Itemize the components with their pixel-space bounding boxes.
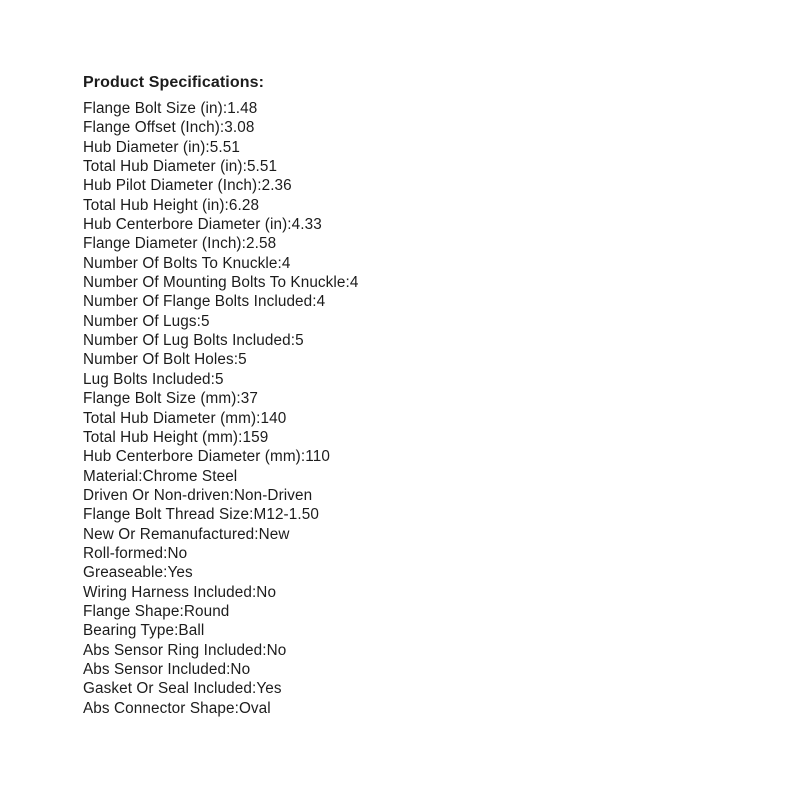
spec-separator: : <box>179 602 184 620</box>
spec-value: 5 <box>200 312 210 330</box>
spec-label: Gasket Or Seal Included <box>83 680 252 698</box>
spec-separator: : <box>222 100 228 117</box>
spec-label: Hub Diameter (in) <box>83 138 206 156</box>
spec-line <box>83 563 359 582</box>
spec-value: 1.48 <box>227 100 258 117</box>
spec-line <box>83 215 359 234</box>
spec-value: 5.51 <box>246 158 278 176</box>
spec-value: 2.58 <box>246 235 277 253</box>
spec-value: Yes <box>256 680 282 698</box>
spec-line <box>83 641 359 660</box>
spec-line <box>83 409 359 428</box>
spec-separator: : <box>277 254 282 272</box>
spec-value: Chrome Steel <box>142 467 238 485</box>
spec-line <box>83 544 359 563</box>
spec-line <box>83 118 359 137</box>
spec-line <box>83 99 359 118</box>
spec-line <box>83 350 359 369</box>
spec-label: New Or Remanufactured <box>83 525 255 543</box>
spec-separator: : <box>196 312 201 330</box>
spec-value: 4 <box>349 274 359 292</box>
spec-value: 2.36 <box>261 177 292 195</box>
spec-value: Yes <box>167 564 193 582</box>
spec-label: Bearing Type <box>83 622 175 640</box>
spec-separator: : <box>251 583 257 601</box>
spec-separator: : <box>219 119 225 137</box>
spec-separator: : <box>256 409 261 427</box>
spec-separator: : <box>290 332 296 350</box>
spec-line <box>83 583 359 602</box>
spec-label: Number Of Mounting Bolts To Knuckle <box>83 274 346 292</box>
spec-value: No <box>266 641 287 659</box>
spec-value: New <box>258 525 290 543</box>
spec-label: Driven Or Non-driven <box>83 486 230 504</box>
spec-label: Material <box>83 467 139 485</box>
spec-label: Total Hub Diameter (mm) <box>83 409 257 427</box>
spec-separator: : <box>251 680 257 698</box>
spec-value: Round <box>183 602 230 620</box>
spec-value: M12-1.50 <box>253 506 319 524</box>
spec-line <box>83 486 359 505</box>
spec-label: Total Hub Diameter (in) <box>83 158 243 176</box>
spec-value: Ball <box>178 622 205 640</box>
spec-separator: : <box>241 235 246 253</box>
spec-label: Flange Bolt Size (in) <box>83 100 223 117</box>
spec-label: Total Hub Height (in) <box>83 196 225 214</box>
spec-line <box>83 428 359 447</box>
spec-label: Hub Centerbore Diameter (in) <box>83 216 288 234</box>
spec-line <box>83 176 359 195</box>
spec-label: Hub Centerbore Diameter (mm) <box>83 448 301 466</box>
spec-line <box>83 292 359 311</box>
spec-separator: : <box>163 564 168 582</box>
spec-value: Non-Driven <box>233 486 313 504</box>
spec-line <box>83 234 359 253</box>
spec-separator: : <box>229 486 234 504</box>
spec-separator: : <box>238 428 243 446</box>
spec-line <box>83 467 359 486</box>
spec-separator: : <box>174 622 179 640</box>
spec-label: Number Of Bolts To Knuckle <box>83 254 278 272</box>
specifications-block <box>83 72 359 718</box>
spec-line <box>83 602 359 621</box>
spec-value: 159 <box>242 428 269 446</box>
spec-value: Oval <box>238 699 271 717</box>
spec-separator: : <box>236 390 241 408</box>
spec-label: Lug Bolts Included <box>83 370 211 388</box>
spec-label: Number Of Lug Bolts Included <box>83 332 291 350</box>
spec-separator: : <box>257 177 262 195</box>
spec-separator: : <box>138 467 143 485</box>
spec-line <box>83 138 359 157</box>
spec-label: Total Hub Height (mm) <box>83 428 239 446</box>
spec-separator: : <box>163 544 168 562</box>
spec-separator: : <box>224 196 229 214</box>
spec-value: 4 <box>316 293 326 311</box>
spec-line <box>83 660 359 679</box>
spec-line <box>83 312 359 331</box>
spec-line <box>83 273 359 292</box>
specifications-title: Product Specifications: <box>83 74 264 91</box>
spec-line <box>83 679 359 698</box>
spec-separator: : <box>287 216 292 234</box>
spec-separator: : <box>210 370 216 388</box>
spec-label: Abs Connector Shape <box>83 699 235 717</box>
spec-label: Flange Bolt Thread Size <box>83 506 250 524</box>
spec-value: No <box>256 583 277 601</box>
spec-line <box>83 370 359 389</box>
spec-value: 5.51 <box>209 138 240 156</box>
spec-value: 5 <box>295 332 304 350</box>
spec-line <box>83 157 359 176</box>
spec-label: Hub Pilot Diameter (Inch) <box>83 177 258 195</box>
spec-label: Roll-formed <box>83 544 164 562</box>
spec-label: Number Of Lugs <box>83 312 197 330</box>
spec-value: 4.33 <box>291 216 322 234</box>
spec-line <box>83 196 359 215</box>
spec-separator: : <box>254 525 259 543</box>
spec-value: 140 <box>260 409 287 427</box>
spec-separator: : <box>205 138 210 156</box>
spec-separator: : <box>312 293 317 311</box>
spec-separator: : <box>249 506 254 524</box>
spec-value: 110 <box>305 448 330 466</box>
spec-label: Abs Sensor Included <box>83 660 227 678</box>
spec-value: 5 <box>238 351 247 369</box>
spec-list <box>83 99 359 718</box>
spec-separator: : <box>242 158 247 176</box>
spec-label: Flange Offset (Inch) <box>83 119 220 137</box>
spec-value: No <box>167 544 188 562</box>
spec-separator: : <box>234 699 239 717</box>
spec-separator: : <box>233 351 239 369</box>
spec-value: 3.08 <box>224 119 255 137</box>
spec-value: 4 <box>281 254 291 272</box>
spec-label: Number Of Flange Bolts Included <box>83 293 313 311</box>
spec-label: Number Of Bolt Holes <box>83 351 234 369</box>
spec-line <box>83 621 359 640</box>
spec-separator: : <box>345 274 350 292</box>
spec-line <box>83 699 359 718</box>
spec-label: Flange Shape <box>83 602 180 620</box>
spec-label: Greaseable <box>83 564 164 582</box>
spec-value: 6.28 <box>228 196 260 214</box>
spec-separator: : <box>300 448 306 466</box>
spec-value: 5 <box>215 370 224 388</box>
spec-separator: : <box>226 660 231 678</box>
spec-line <box>83 254 359 273</box>
spec-value: 37 <box>240 390 258 408</box>
spec-line <box>83 389 359 408</box>
spec-label: Flange Diameter (Inch) <box>83 235 242 253</box>
spec-line <box>83 331 359 350</box>
spec-line <box>83 505 359 524</box>
spec-line <box>83 525 359 544</box>
spec-label: Flange Bolt Size (mm) <box>83 390 237 408</box>
spec-separator: : <box>262 641 267 659</box>
spec-label: Wiring Harness Included <box>83 583 252 601</box>
spec-label: Abs Sensor Ring Included <box>83 641 263 659</box>
spec-value: No <box>230 660 251 678</box>
spec-line <box>83 447 359 466</box>
